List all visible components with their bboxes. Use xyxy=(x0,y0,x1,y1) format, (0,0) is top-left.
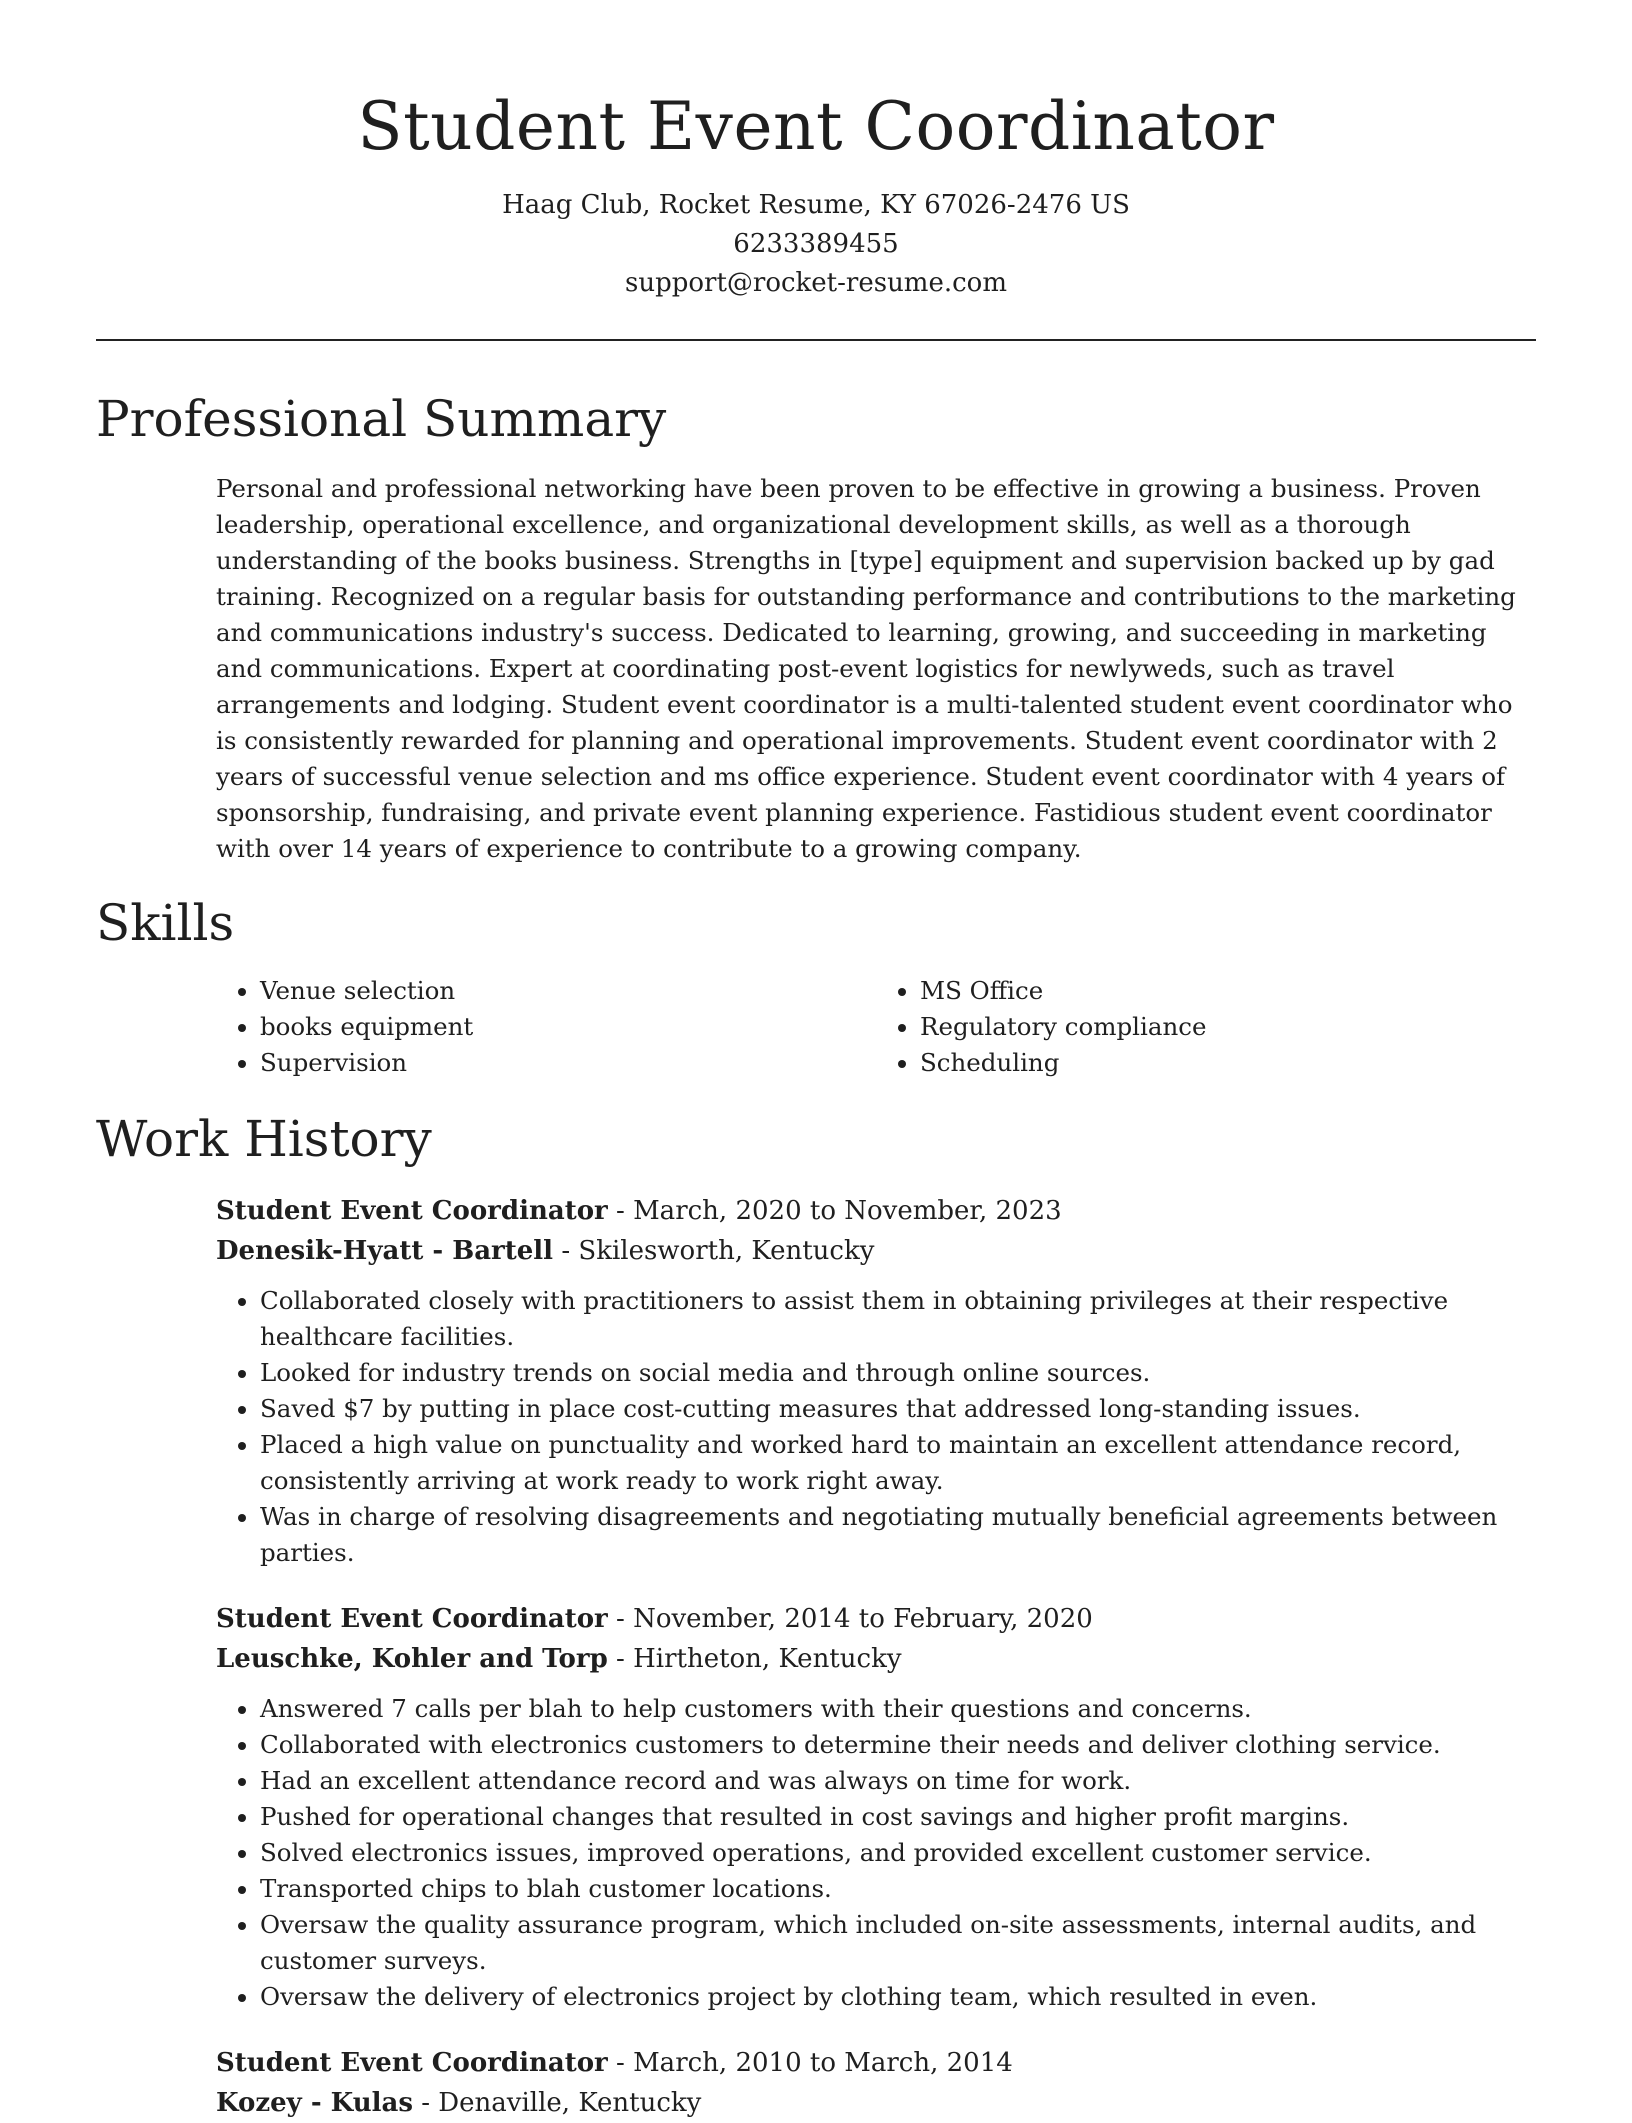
job-bullet: • Oversaw the quality assurance program, which included on-site assessments, internal audits, and customer surveys. xyxy=(260,1907,1536,1979)
contact-address: Haag Club, Rocket Resume, KY 67026-2476 US xyxy=(502,190,1130,220)
candidate-name: Student Event Coordinator xyxy=(357,88,1275,165)
job-title: Student Event Coordinator xyxy=(216,1604,608,1634)
job-title-line xyxy=(216,2043,1536,2083)
job-bullet: • Oversaw the delivery of electronics project by clothing team, which resulted in even. xyxy=(260,1979,1536,2015)
job-bullet: • Collaborated closely with practitioners to assist them in obtaining privileges at their respective healthcare facilities. xyxy=(260,1283,1536,1355)
resume-page xyxy=(96,0,1536,2123)
job-bullet: • Collaborated with electronics customers to determine their needs and deliver clothing service. xyxy=(260,1727,1536,1763)
job-title-line xyxy=(216,1599,1536,1639)
skills-heading: Skills xyxy=(96,894,235,952)
job-location: - Hirtheton, Kentucky xyxy=(607,1644,902,1674)
job-bullet: • Solved electronics issues, improved operations, and provided excellent customer service. xyxy=(260,1835,1536,1871)
job-location: - Denaville, Kentucky xyxy=(412,2088,702,2118)
job-company-line xyxy=(216,2083,1536,2123)
job-company: Denesik-Hyatt - Bartell xyxy=(216,1236,554,1266)
skill-item: • Regulatory compliance xyxy=(920,1009,1536,1045)
job-entry xyxy=(216,1191,1536,1571)
job-bullet: • Placed a high value on punctuality and worked hard to maintain an excellent attendance record, consistently arriving at work ready to work right away. xyxy=(260,1427,1536,1499)
job-bullet: • Pushed for operational changes that resulted in cost savings and higher profit margins. xyxy=(260,1799,1536,1835)
job-bullet: • Saved $7 by putting in place cost-cutting measures that addressed long-standing issues. xyxy=(260,1391,1536,1427)
summary-heading: Professional Summary xyxy=(96,390,667,448)
job-company-line xyxy=(216,1231,1536,1271)
resume-header xyxy=(96,0,1536,303)
job-dates: - November, 2014 to February, 2020 xyxy=(607,1604,1093,1634)
contact-block xyxy=(96,186,1536,303)
job-title-line xyxy=(216,1191,1536,1231)
job-dates: - March, 2010 to March, 2014 xyxy=(607,2048,1013,2078)
contact-email: support@rocket-resume.com xyxy=(624,268,1007,298)
skills-column-left xyxy=(216,973,876,1081)
job-bullet: • Answered 7 calls per blah to help customers with their questions and concerns. xyxy=(260,1691,1536,1727)
contact-phone: 6233389455 xyxy=(733,229,899,259)
job-bullet: • Was in charge of resolving disagreements and negotiating mutually beneficial agreements between parties. xyxy=(260,1499,1536,1571)
skills-grid xyxy=(216,973,1536,1081)
summary-text: Personal and professional networking have been proven to be effective in growing a business. Proven leadership, operational excellence, and organizational development skills, as well as a thorough understanding of the books business. Strengths in [type] equipment and supervision backed up by gad training. Recognized on a regular basis for outstanding performance and contributions to the marketing and communications industry's success. Dedicated to learning, growing, and succeeding in marketing and communications. Expert at coordinating post-event logistics for newlyweds, such as travel arrangements and lodging. Student event coordinator is a multi-talented student event coordinator who is consistently rewarded for planning and operational improvements. Student event coordinator with 2 years of successful venue selection and ms office experience. Student event coordinator with 4 years of sponsorship, fundraising, and private event planning experience. Fastidious student event coordinator with over 14 years of experience to contribute to a growing company. xyxy=(216,474,1516,863)
skill-item: • books equipment xyxy=(260,1009,876,1045)
work-history-section xyxy=(96,1107,1536,2123)
job-entry xyxy=(216,1599,1536,2015)
job-location: - Skilesworth, Kentucky xyxy=(553,1236,875,1266)
job-bullet: • Transported chips to blah customer locations. xyxy=(260,1871,1536,1907)
skills-column-right xyxy=(876,973,1536,1081)
summary-section xyxy=(96,387,1536,867)
header-divider xyxy=(96,339,1536,341)
job-company: Leuschke, Kohler and Torp xyxy=(216,1644,608,1674)
job-bullets xyxy=(216,1283,1536,1571)
job-bullet: • Had an excellent attendance record and was always on time for work. xyxy=(260,1763,1536,1799)
job-title: Student Event Coordinator xyxy=(216,2048,608,2078)
skill-item: • Venue selection xyxy=(260,973,876,1009)
job-company-line xyxy=(216,1639,1536,1679)
skill-item: • Scheduling xyxy=(920,1045,1536,1081)
skills-section xyxy=(96,891,1536,1081)
job-bullet: • Looked for industry trends on social media and through online sources. xyxy=(260,1355,1536,1391)
work-history-heading: Work History xyxy=(96,1110,432,1168)
skill-item: • MS Office xyxy=(920,973,1536,1009)
skill-item: • Supervision xyxy=(260,1045,876,1081)
job-title: Student Event Coordinator xyxy=(216,1196,608,1226)
job-entry xyxy=(216,2043,1536,2123)
job-company: Kozey - Kulas xyxy=(216,2088,413,2118)
job-bullets xyxy=(216,1691,1536,2015)
job-dates: - March, 2020 to November, 2023 xyxy=(607,1196,1062,1226)
